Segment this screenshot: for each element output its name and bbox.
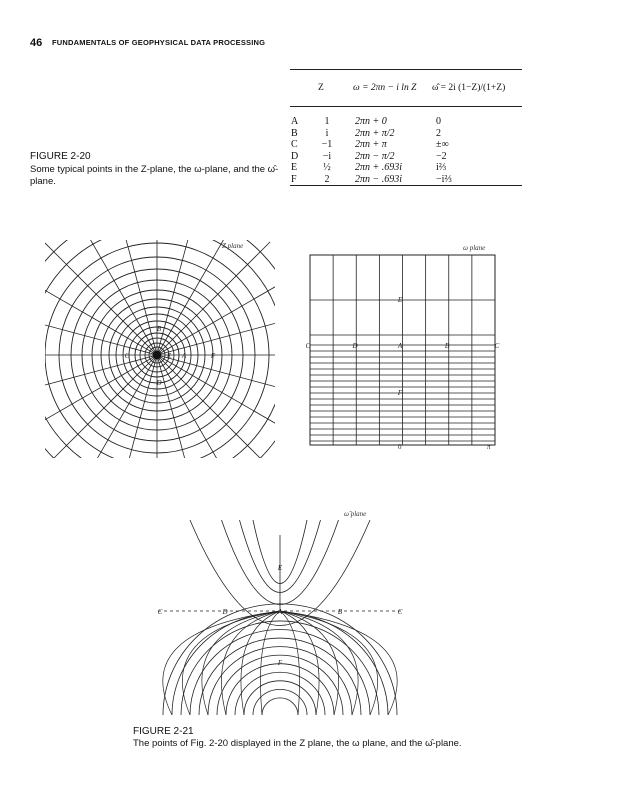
point-label: D: [156, 379, 162, 387]
omega-hat-lower-arc: [280, 611, 339, 715]
table-rule-top: [290, 69, 522, 70]
z-plane-radial-line: [18, 275, 157, 355]
table-cell-omega: 2πn + π: [355, 139, 387, 151]
table-row-label: F: [291, 173, 297, 185]
omega-hat-lower-arc: [280, 611, 300, 715]
table-cell-omega-hat: ±∞: [436, 139, 449, 151]
z-plane-origin: [153, 351, 161, 359]
z-plane-radial-line: [77, 355, 157, 494]
table-row-label: C: [291, 139, 298, 151]
point-label: F: [210, 352, 216, 360]
table-header-omega-hat: ω̂ = 2i (1−Z)/(1+Z): [432, 83, 506, 93]
point-label: F: [277, 659, 283, 667]
z-plane-radial-line: [157, 355, 296, 435]
point-label: C: [397, 608, 403, 616]
z-plane-diagram: [45, 240, 275, 470]
table-row-label: E: [291, 162, 298, 174]
z-plane-radial-line: [157, 200, 198, 355]
table-cell-z: −1: [321, 139, 333, 151]
z-plane-radial-line: [116, 200, 157, 355]
z-plane-radial-line: [116, 355, 157, 510]
table-column-omega-hat: [436, 116, 452, 186]
table-column-omega: [355, 116, 402, 186]
point-label: C: [157, 608, 163, 616]
table-cell-omega: 2πn − π/2: [355, 150, 395, 162]
table-header-omega: ω = 2πn − i ln Z: [353, 83, 417, 93]
page-number: 46: [30, 37, 43, 49]
z-plane-radial-line: [157, 275, 296, 355]
omega-plane-diagram: [300, 240, 530, 470]
point-label: A: [397, 342, 403, 350]
figure-2-21-title: FIGURE 2-21: [133, 726, 194, 737]
table-row-label: D: [291, 150, 299, 162]
table-cell-z: 1: [324, 116, 330, 127]
table-cell-omega-hat: 0: [436, 116, 441, 127]
omega-axis-pi: π: [487, 443, 491, 451]
z-plane-radial-line: [2, 355, 157, 396]
omega-axis-zero: 0: [398, 443, 402, 451]
point-label: F: [397, 389, 403, 397]
omega-hat-lower-arc: [221, 611, 280, 715]
z-plane-radial-line: [157, 216, 237, 355]
table-cell-z: i: [325, 127, 329, 139]
table-cell-omega: 2πn − .693i: [355, 173, 403, 185]
omega-hat-lower-circle: [262, 698, 298, 715]
table-rule-middle: [290, 106, 522, 107]
table-row-label: B: [291, 127, 298, 139]
point-label: C: [124, 352, 130, 360]
point-label: B: [444, 342, 450, 350]
point-label: D: [352, 342, 358, 350]
omega-hat-lower-arc: [280, 611, 378, 715]
point-label: A: [277, 608, 283, 616]
z-plane-radial-line: [2, 314, 157, 355]
omega-hat-plane-label: ω̂ plane: [344, 510, 367, 518]
point-label: E: [397, 296, 403, 304]
omega-hat-lower-arc: [280, 611, 397, 715]
z-plane-radial-line: [77, 216, 157, 355]
point-label: B: [337, 608, 343, 616]
point-label: C: [305, 342, 311, 350]
figure-2-20-caption: Some typical points in the Z-plane, the ω-plane, and the ω̂-plane.: [30, 164, 279, 187]
table-row-label: A: [291, 116, 299, 127]
figure-2-20-title: FIGURE 2-20: [30, 151, 91, 162]
point-label: B: [156, 325, 162, 333]
table-header-z: Z: [318, 83, 324, 93]
table-column-z: [316, 116, 338, 186]
point-label: C: [494, 342, 500, 350]
running-head: FUNDAMENTALS OF GEOPHYSICAL DATA PROCESSING: [52, 38, 266, 47]
table-cell-omega-hat: 2: [436, 127, 441, 139]
point-label: A: [181, 352, 187, 360]
omega-hat-plane-diagram: [150, 515, 410, 715]
z-plane-radial-line: [157, 355, 198, 510]
z-plane-radial-line: [157, 355, 312, 396]
z-plane-label: Z plane: [222, 242, 244, 250]
table-cell-omega: 2πn + π/2: [355, 127, 395, 139]
z-plane-radial-line: [157, 355, 237, 494]
table-cell-omega: 2πn + .693i: [355, 162, 403, 174]
omega-hat-lower-arc: [182, 611, 280, 715]
omega-hat-lower-circle: [181, 621, 379, 715]
z-plane-radial-line: [157, 314, 312, 355]
omega-hat-lower-arc: [163, 611, 280, 715]
point-label: D: [222, 608, 228, 616]
table-cell-omega-hat: i⅔: [436, 162, 447, 174]
table-cell-omega: 2πn + 0: [355, 116, 387, 127]
point-label: E: [277, 564, 283, 572]
figure-2-21-caption: The points of Fig. 2-20 displayed in the Z plane, the ω plane, and the ω̂-plane.: [133, 738, 462, 749]
z-plane-radial-line: [18, 355, 157, 435]
table-cell-z: −i: [322, 150, 332, 162]
table-cell-z: 2: [324, 173, 330, 185]
point-label: E: [166, 352, 172, 360]
omega-hat-lower-circle: [235, 672, 325, 715]
omega-plane-label: ω plane: [463, 244, 486, 252]
table-cell-omega-hat: −i⅔: [436, 173, 452, 185]
table-column-labels: [291, 116, 298, 186]
table-cell-z: ½: [323, 162, 331, 174]
table-cell-omega-hat: −2: [436, 150, 447, 162]
